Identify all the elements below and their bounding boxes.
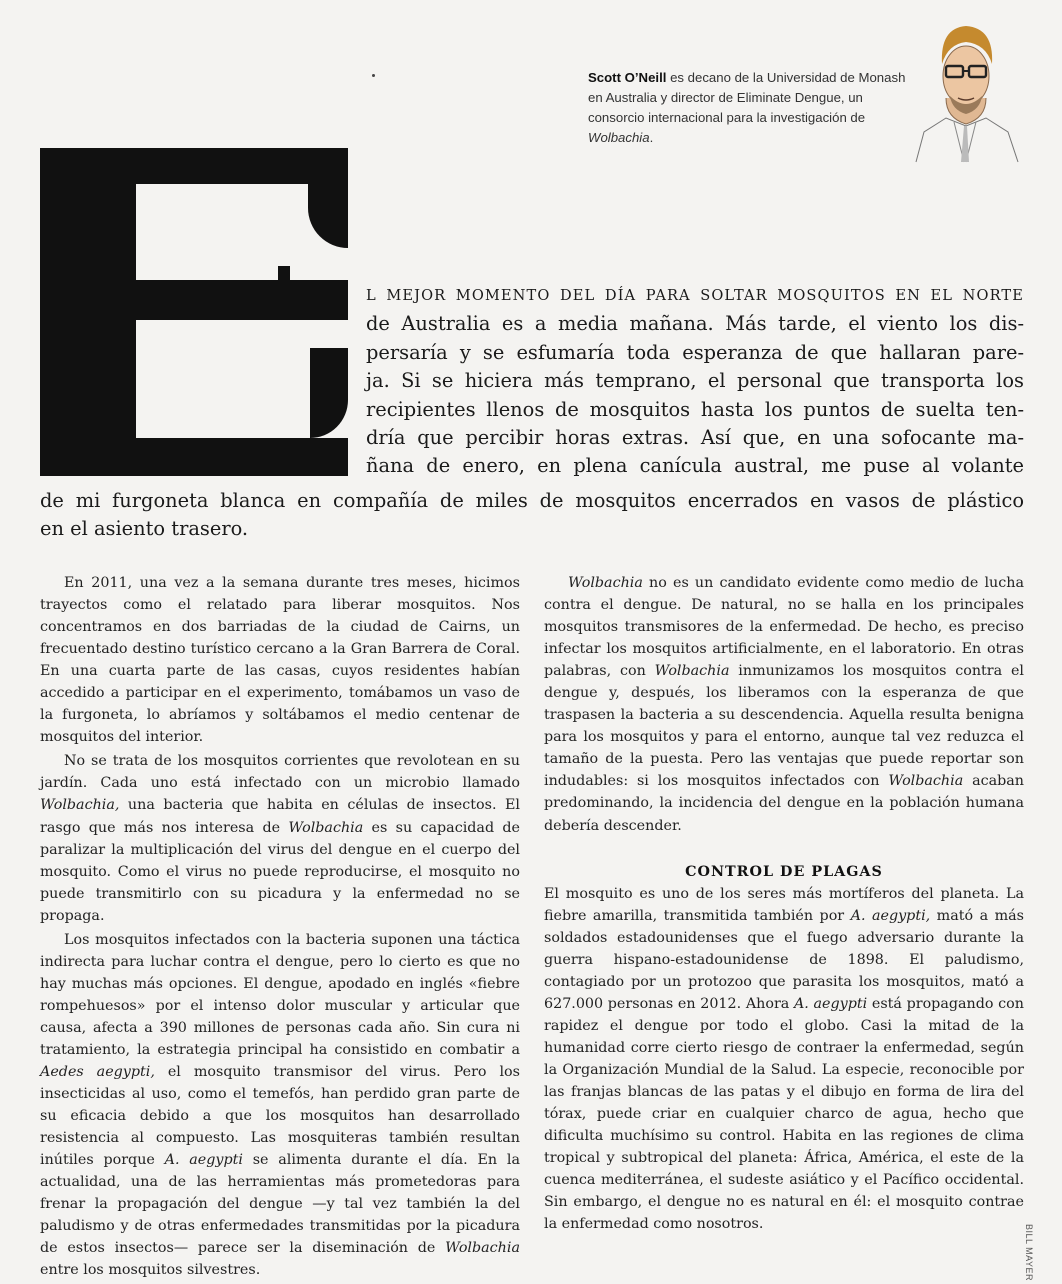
- intro-paragraph-continued: [40, 487, 1024, 544]
- author-name: Scott O’Neill: [588, 70, 667, 85]
- illustration-credit: BILL MAYER: [1024, 1224, 1034, 1282]
- drop-cap-letter: [40, 148, 348, 476]
- intro-line: de mi furgoneta blanca en compañía de miles de mosquitos encerrados en vasos de plástico: [40, 489, 1024, 512]
- author-bio: [588, 68, 918, 148]
- body-paragraph: En 2011, una vez a la semana durante tres meses, hicimos trayectos como el relatado para liberar mosquitos. Nos concentramos en dos barriadas de la ciudad de Cairns, un frecuentado destino turístico cercano a la Gran Barrera de Coral. En una cuarta parte de las casas, cuyos residentes habían accedido a participar en el experimento, tomábamos un vaso de la furgoneta, lo abríamos y soltábamos el medio centenar de mosquitos del interior.: [40, 575, 520, 746]
- intro-line: ñana de enero, en plena canícula austral, me puse al volante: [366, 454, 1024, 478]
- intro-lead-caps: L MEJOR MOMENTO DEL DÍA PARA SOLTAR MOSQUITOS EN EL NORTE: [366, 287, 1024, 304]
- author-bio-text: es decano de la Universidad de Monash en Australia y director de Eliminate Dengue, un consorcio internacional para la investigación de: [588, 70, 906, 125]
- page-speck: [372, 74, 375, 77]
- intro-line: de Australia es a media mañana. Más tarde, el viento los dis-: [366, 312, 1024, 336]
- right-column: [544, 572, 1024, 1237]
- author-bio-end: .: [649, 130, 654, 145]
- intro-line: dría que percibir horas extras. Así que, en una sofocante ma-: [366, 426, 1024, 450]
- intro-line: ja. Si se hiciera más temprano, el personal que transporta los: [366, 369, 1024, 393]
- intro-line: persaría y se esfumaría toda esperanza de que hallaran pare-: [366, 340, 1024, 364]
- body-paragraph: Los mosquitos infectados con la bacteria suponen una táctica indirecta para luchar contra el dengue, pero lo cierto es que no hay muchas más opciones. El dengue, apodado en inglés «fiebre rompehuesos» por el intenso dolor muscular y articular que causa, afecta a 390 millones de personas cada año. Sin cura ni tratamiento, la estrategia principal ha consistido en combatir a Aedes aegypti, el mosquito transmisor del virus. Pero los insecticidas al uso, como el temefós, han perdido gran parte de su eficacia debido a que los mosquitos han desarrollado resistencia al compuesto. Las mosquiteras también resultan inútiles porque A. aegypti se alimenta durante el día. En la actualidad, una de las herramientas más prometedoras para frenar la propagación del dengue —y tal vez también la del paludismo y de otras enfermedades transmitidas por la picadura de estos insectos— parece ser la diseminación de Wolbachia entre los mosquitos silvestres.: [40, 931, 520, 1279]
- left-column: [40, 572, 520, 1284]
- author-bio-italic: Wolbachia: [588, 130, 650, 145]
- section-heading: CONTROL DE PLAGAS: [685, 863, 883, 880]
- intro-line: recipientes llenos de mosquitos hasta los puntos de suelta ten-: [366, 397, 1024, 421]
- body-paragraph: El mosquito es uno de los seres más mortíferos del planeta. La fiebre amarilla, transmitida también por A. aegypti, mató a más soldados estadounidenses que el fuego adversario durante la guerra hispano-estadounidense de 1898. El paludismo, contagiado por un protozoo que parasita los mosquitos, mató a 627.000 personas en 2012. Ahora A. aegypti está propagando con rapidez el dengue por todo el globo. Casi la mitad de la humanidad corre cierto riesgo de contraer la enfermedad, según la Organización Mundial de la Salud. La especie, reconocible por las franjas blancas de las patas y el dibujo en forma de lira del tórax, puede criar en cualquier charco de agua, hecho que dificulta muchísimo su control. Habita en las regiones de clima tropical y subtropical del planeta: África, América, el este de la cuenca mediterránea, el sudeste asiático y el Pacífico occidental. Sin embargo, el dengue no es natural en él: el mosquito contrae la enfermedad como nosotros.: [544, 885, 1024, 1233]
- body-paragraph: Wolbachia no es un candidato evidente como medio de lucha contra el dengue. De natural, no se halla en los principales mosquitos transmisores de la enfermedad. De hecho, es preciso infectar los mosquitos artificialmente, en el laboratorio. En otras palabras, con Wolbachia inmunizamos los mosquitos contra el dengue y, después, los liberamos con la esperanza de que traspasen la bacteria a su descendencia. Aquella resulta benigna para los mosquitos y para el entorno, aunque tal vez reduzca el tamaño de la puesta. Pero las ventajas que puede reportar son indudables: si los mosquitos infectados con Wolbachia acaban predominando, la incidencia del dengue en la población humana debería descender.: [544, 575, 1025, 834]
- intro-line: en el asiento trasero.: [40, 517, 249, 541]
- intro-paragraph: [366, 282, 1024, 481]
- body-paragraph: No se trata de los mosquitos corrientes que revolotean en su jardín. Cada uno está infectado con un microbio llamado Wolbachia, una bacteria que habita en células de insectos. El rasgo que más nos interesa de Wolbachia es su capacidad de paralizar la multiplicación del virus del dengue en el cuerpo del mosquito. Como el virus no puede reproducirse, el mosquito no puede transmitirlo con su picadura y la enfermedad no se propaga.: [40, 753, 521, 924]
- author-portrait-illustration: [906, 14, 1024, 164]
